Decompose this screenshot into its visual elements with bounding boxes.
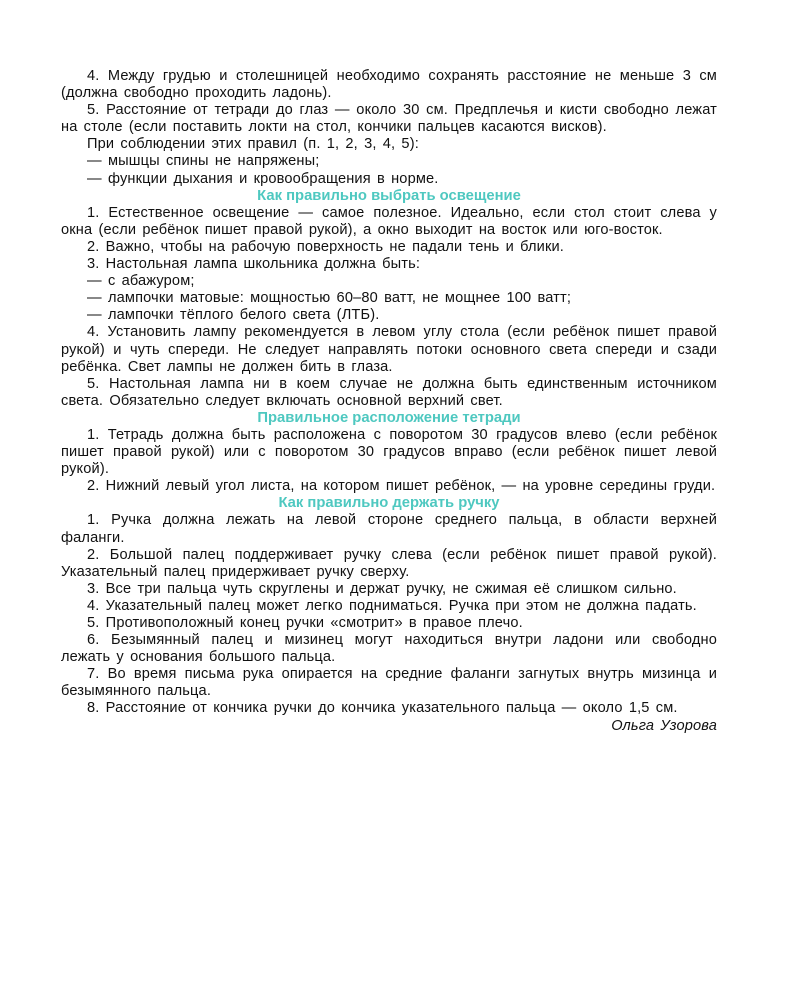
- paragraph: 4. Установить лампу рекомендуется в левом углу стола (если ребёнок пишет правой рукой) и чуть спереди. Не следует направлять потоки основного света спереди и сзади ребёнка. Свет лампы не должен бить в глаза.: [61, 324, 717, 375]
- paragraph: 6. Безымянный палец и мизинец могут находиться внутри ладони или свободно лежать у основания большого пальца.: [61, 632, 717, 666]
- pen-section: [61, 495, 717, 717]
- paragraph: 4. Указательный палец может легко подниматься. Ручка при этом не должна падать.: [87, 597, 697, 614]
- list-item: — функции дыхания и кровообращения в норме.: [87, 170, 439, 187]
- paragraph: 2. Большой палец поддерживает ручку слева (если ребёнок пишет правой рукой). Указательный палец придерживает ручку сверху.: [61, 546, 717, 580]
- paragraph: 1. Естественное освещение — самое полезное. Идеально, если стол стоит слева у окна (если ребёнок пишет правой рукой), а окно выходит на восток или юго-восток.: [61, 204, 717, 238]
- paragraph: 2. Важно, чтобы на рабочую поверхность не падали тень и блики.: [87, 238, 564, 255]
- list-item: — лампочки тёплого белого света (ЛТБ).: [87, 307, 380, 324]
- paragraph: При соблюдении этих правил (п. 1, 2, 3, 4, 5):: [87, 136, 419, 153]
- paragraph: 5. Противоположный конец ручки «смотрит» в правое плечо.: [87, 615, 523, 631]
- lighting-section: [61, 188, 717, 410]
- paragraph: 3. Все три пальца чуть скруглены и держат ручку, не сжимая её слишком сильно.: [87, 580, 677, 597]
- list-item: — лампочки матовые: мощностью 60–80 ватт, не мощнее 100 ватт;: [87, 290, 572, 307]
- list-item: — мышцы спины не напряжены;: [87, 153, 320, 170]
- section-heading: Как правильно держать ручку: [278, 495, 500, 512]
- paragraph: 1. Ручка должна лежать на левой стороне среднего пальца, в области верхней фаланги.: [61, 512, 717, 546]
- paragraph: 3. Настольная лампа школьника должна быть:: [87, 256, 421, 273]
- section-heading: Правильное расположение тетради: [257, 409, 521, 426]
- intro-section: [61, 68, 717, 188]
- paragraph: 5. Расстояние от тетради до глаз — около 30 см. Предплечья и кисти свободно лежат на столе (если поставить локти на стол, кончики пальцев касаются висков).: [61, 102, 717, 136]
- paragraph: 1. Тетрадь должна быть расположена с поворотом 30 градусов влево (если ребёнок пишет правой рукой) или с поворотом 30 градусов вправо (если ребёнок пишет левой рукой).: [61, 426, 717, 478]
- paragraph: 4. Между грудью и столешницей необходимо сохранять расстояние не меньше 3 см (должна свободно проходить ладонь).: [61, 68, 717, 102]
- notebook-section: [61, 410, 717, 495]
- paragraph: 7. Во время письма рука опирается на средние фаланги загнутых внутрь мизинца и безымянного пальца.: [61, 666, 717, 700]
- author-signature: Ольга Узорова: [611, 717, 717, 734]
- paragraph: 2. Нижний левый угол листа, на котором пишет ребёнок, — на уровне середины груди.: [87, 478, 716, 495]
- list-item: — с абажуром;: [87, 273, 195, 290]
- paragraph: 8. Расстояние от кончика ручки до кончика указательного пальца — около 1,5 см.: [87, 700, 678, 717]
- paragraph: 5. Настольная лампа ни в коем случае не должна быть единственным источником света. Обязательно следует включать основной верхний свет.: [61, 375, 717, 409]
- section-heading: Как правильно выбрать освещение: [257, 187, 521, 204]
